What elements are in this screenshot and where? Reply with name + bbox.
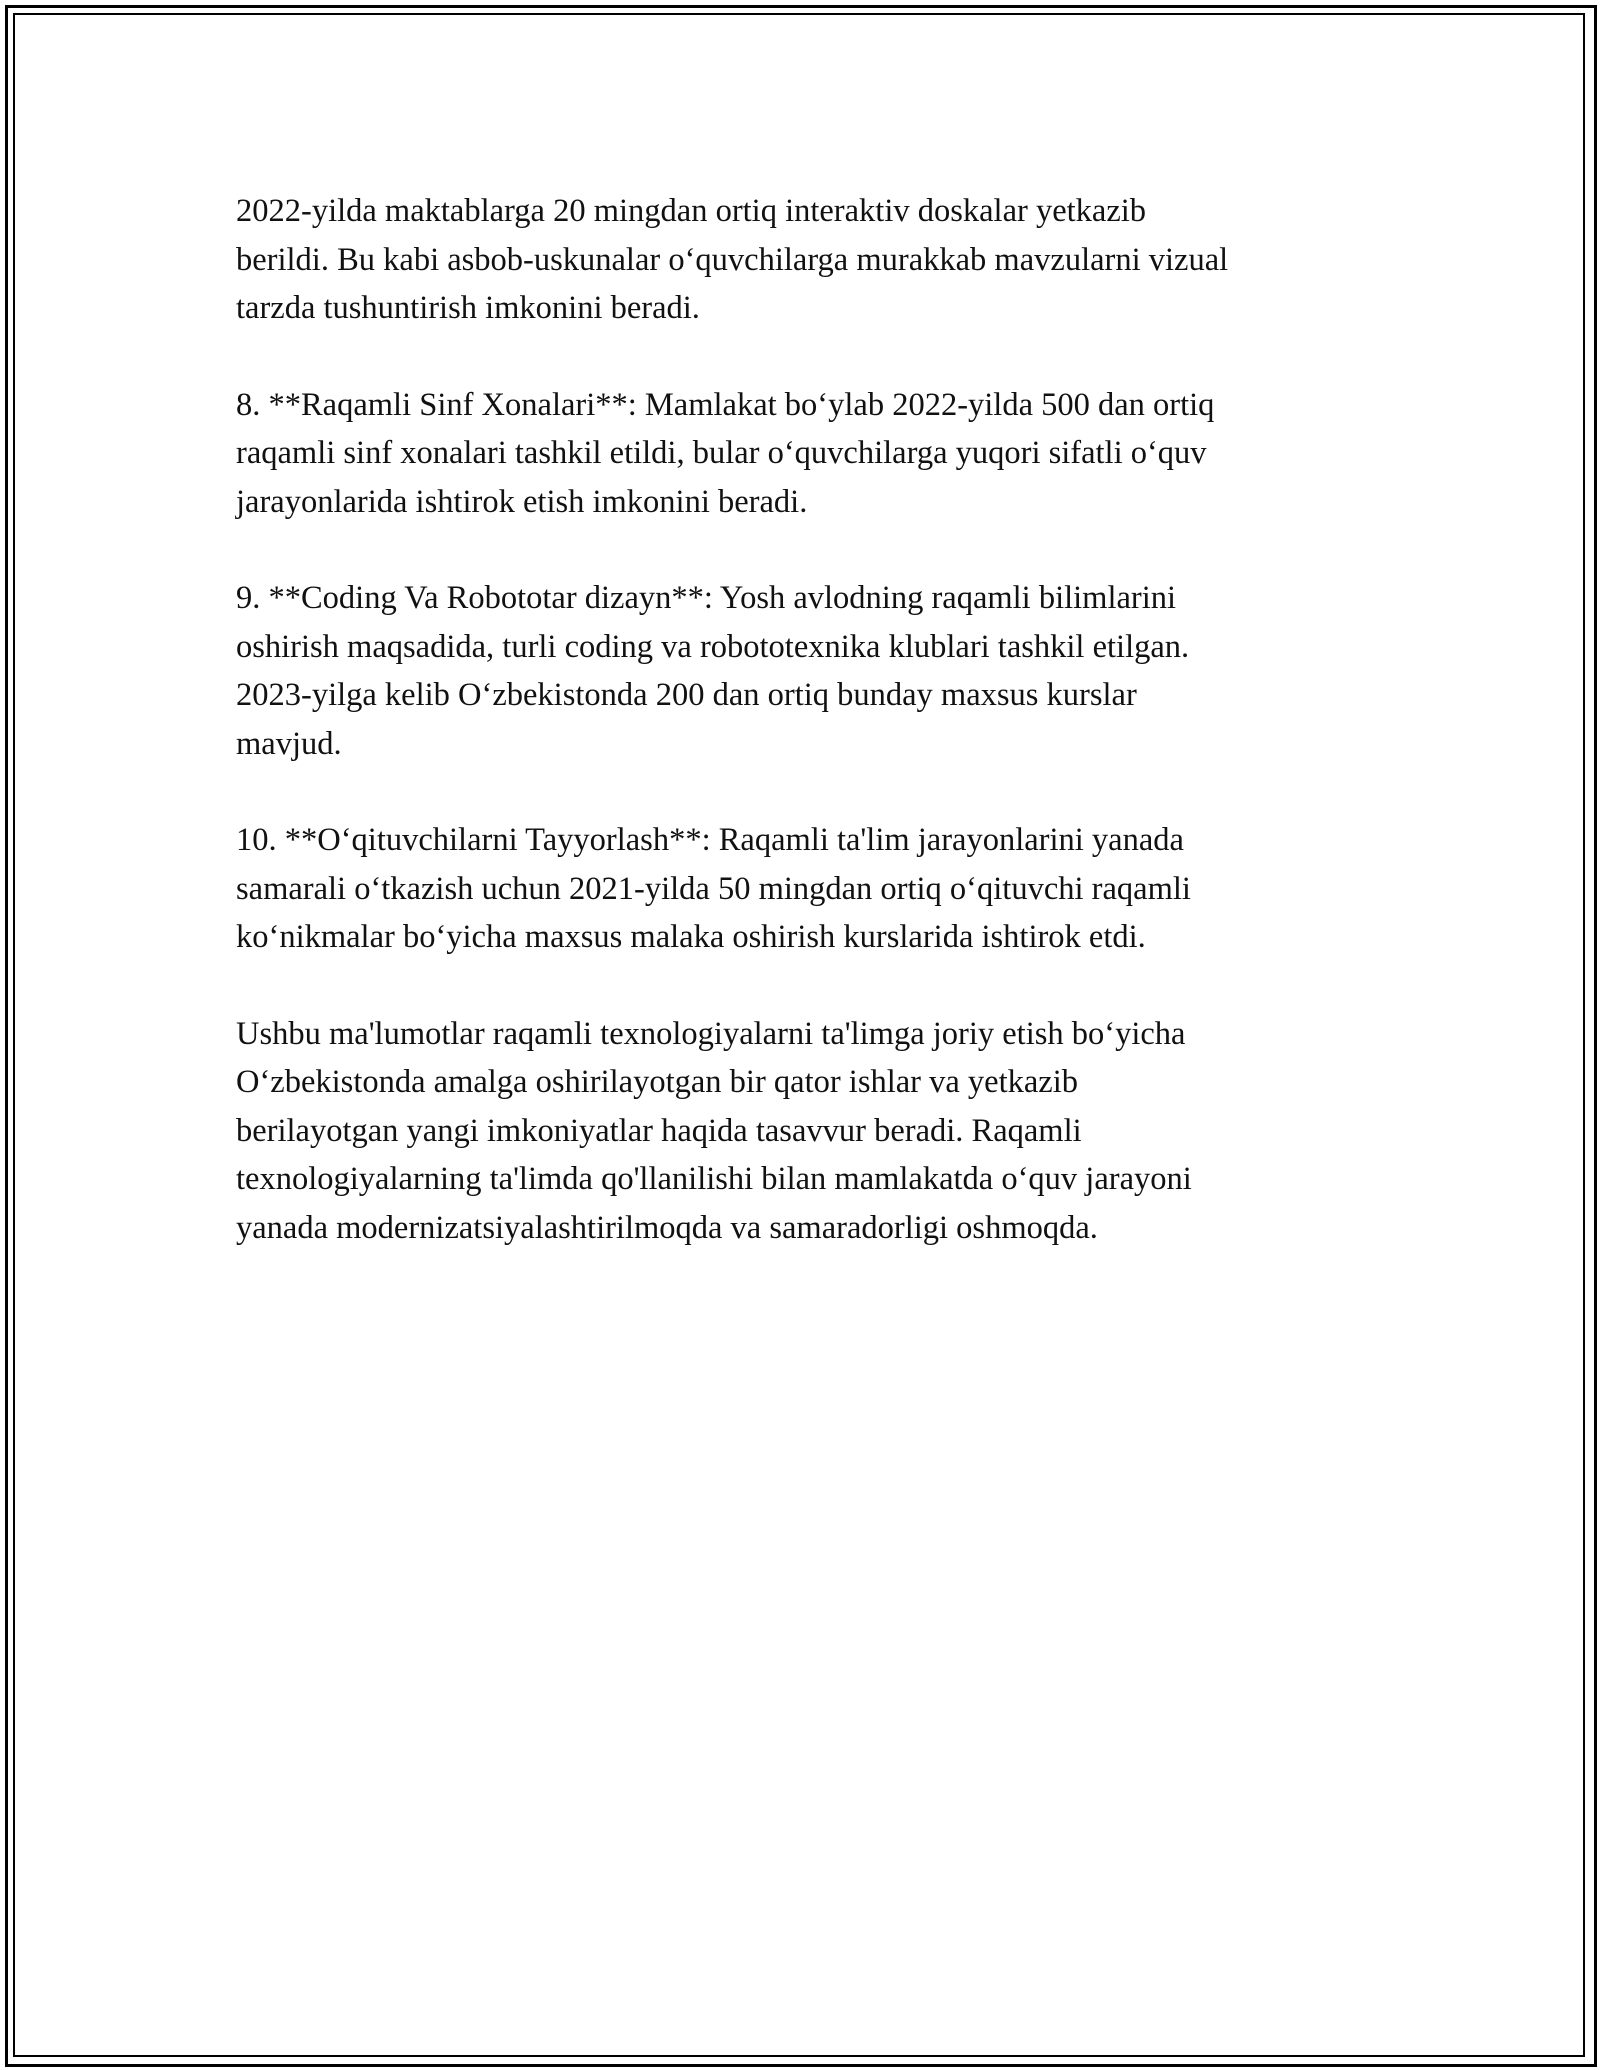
text-line: berilayotgan yangi imkoniyatlar haqida tasavvur beradi. Raqamli [236, 1112, 1082, 1149]
text-line: samarali o‘tkazish uchun 2021-yilda 50 mingdan ortiq o‘qituvchi raqamli [236, 870, 1191, 907]
document-body [236, 187, 1376, 1300]
paragraph-digital-classrooms [236, 381, 1376, 527]
paragraph-interactive-boards [236, 187, 1376, 333]
text-line: 2023-yilga kelib O‘zbekistonda 200 dan ortiq bunday maxsus kurslar [236, 677, 1137, 713]
text-line: yanada modernizatsiyalashtirilmoqda va samaradorligi oshmoqda. [236, 1209, 1098, 1246]
text-line: berildi. Bu kabi asbob-uskunalar o‘quvchilarga murakkab mavzularni vizual [236, 241, 1229, 278]
text-line: texnologiyalarning ta'limda qo'llanilishi bilan mamlakatda o‘quv jarayoni [236, 1161, 1192, 1197]
text-line: 10. **O‘qituvchilarni Tayyorlash**: Raqamli ta'lim jarayonlarini yanada [236, 822, 1184, 858]
paragraph-coding-robotics [236, 574, 1376, 768]
text-line: 9. **Coding Va Robototar dizayn**: Yosh avlodning raqamli bilimlarini [236, 580, 1177, 616]
text-line: ko‘nikmalar bo‘yicha maxsus malaka oshirish kurslarida ishtirok etdi. [236, 919, 1146, 955]
text-line: Ushbu ma'lumotlar raqamli texnologiyalarni ta'limga joriy etish bo‘yicha [236, 1015, 1186, 1052]
text-line: 8. **Raqamli Sinf Xonalari**: Mamlakat bo‘ylab 2022-yilda 500 dan ortiq [236, 386, 1215, 423]
text-line: oshirish maqsadida, turli coding va robototexnika klublari tashkil etilgan. [236, 628, 1190, 665]
text-line: tarzda tushuntirish imkonini beradi. [236, 290, 700, 326]
text-line: raqamli sinf xonalari tashkil etildi, bular o‘quvchilarga yuqori sifatli o‘quv [236, 435, 1207, 471]
text-line: mavjud. [236, 725, 342, 762]
paragraph-teacher-training [236, 816, 1376, 962]
text-line: jarayonlarida ishtirok etish imkonini beradi. [236, 483, 808, 520]
text-line: O‘zbekistonda amalga oshirilayotgan bir qator ishlar va yetkazib [236, 1064, 1079, 1100]
text-line: 2022-yilda maktablarga 20 mingdan ortiq interaktiv doskalar yetkazib [236, 193, 1147, 229]
paragraph-conclusion [236, 1010, 1376, 1253]
